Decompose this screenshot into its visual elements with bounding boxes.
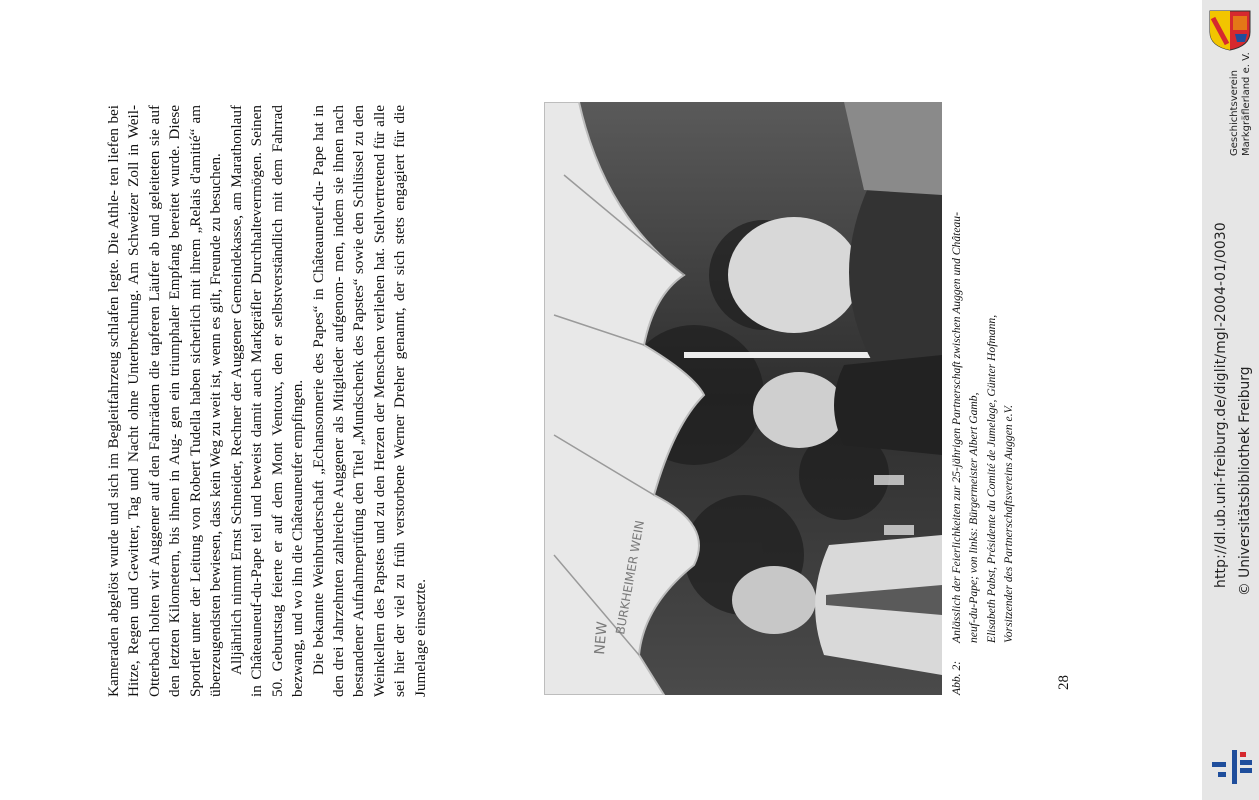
text-line: Die bekannte Weinbruderschaft „Echansonnerie des Papes“ in Châteauneuf-du- [309,180,327,675]
text-line: des Papstes“ sowie den Schlüssel zu den Weinkellern des Papstes und zu den [350,104,388,697]
text-line: Robert Tudella haben sicherlich mit ihrem „Relais d'amitié“ am überzeugendsten [186,104,225,697]
text-line: Durchhaltevermögen. Seinen 50. Geburtstag feierte er auf dem Mont Ventoux, [248,105,286,697]
text-line: früh verstorbene Werner Dreher genannt, der sich stets engagiert für die Jumelage [391,104,429,697]
body-text [104,105,431,697]
umbrella-text-brand: BURKHEIMER WEIN [613,519,647,636]
text-line: ten liefen bei Hitze, Regen und Gewitter, Tag und Nacht ohne Unterbrechung. Am [105,105,143,697]
photo-caption [948,100,1017,695]
text-line: Kameraden abgelöst wurde und sich im Begleitfahrzeug schlafen legte. Die Athle- [105,190,122,697]
caption-label: Abb. 2: [950,660,963,695]
paragraph [227,105,309,697]
umbrella-text-new: NEW [592,620,611,656]
text-line: tapferen Läufer ab und geleiteten sie auf den letzten Kilometern, bis ihnen in Aug- [145,104,184,697]
page-number: 28 [1056,675,1072,690]
caption-line: neuf-du-Pape; von links: Bürgermeister Albert Gamb, [967,392,981,643]
paragraph [309,105,432,697]
text-line: Marathonlauf in Châteauneuf-du-Pape teil und beweist damit auch Markgräfler [227,105,266,697]
event-photo [544,102,942,695]
caption-line: Anlässlich der Feierlichkeiten zur 25-jährigen Partnerschaft zwischen Auggen und Château- [950,212,963,643]
text-line: den er selbstverständlich mit dem Fahrrad bezwang, und wo ihn die Châteauneufer [268,104,307,697]
text-line: empfingen. [289,379,307,449]
society-name-line1: Geschichtsverein [1229,70,1240,156]
document-url-link[interactable]: http://dl.ub.uni-freiburg.de/diglit/mgl-2004-01/0030 [1213,222,1229,588]
text-line: gen ein triumphaler Empfang bereitet wurde. Diese Sportler unter der Leitung von [166,105,204,697]
text-line: Herzen der Menschen verliehen hat. Stellvertretend für alle sei hier der viel zu [370,105,409,697]
paragraph [104,105,227,697]
caption-line: Elisabeth Pabst, Présidente du Comité de Jumelage, Günter Hofmann, [984,314,998,643]
text-line: einsetzte. [411,578,429,636]
text-line: Pape hat in den drei Jahrzehnten zahlreiche Auggener als Mitglieder aufgenom- [309,104,347,697]
text-line: Alljährlich nimmt Ernst Schneider, Rechner der Auggener Gemeindekasse, am [227,192,245,675]
coat-of-arms-icon [1207,8,1253,52]
society-name-line2: Markgräflerland e. V. [1241,52,1252,156]
caption-line: Vorsitzender des Partnerschaftsvereins Auggen e.V. [1001,404,1015,643]
text-line: Schweizer Zoll in Weil-Otterbach holten wir Auggener auf den Fahrrädern die [125,104,163,697]
copyright-notice: © Universitätsbibliothek Freiburg [1237,366,1253,596]
text-line: bewiesen, dass kein Weg zu weit ist, wenn es gilt, Freunde zu besuchen. [207,153,225,592]
text-line: men, indem sie ihnen nach bestandener Aufnahmeprüfung den Titel „Mundschenk [329,104,368,697]
university-library-logo-icon [1210,748,1254,786]
